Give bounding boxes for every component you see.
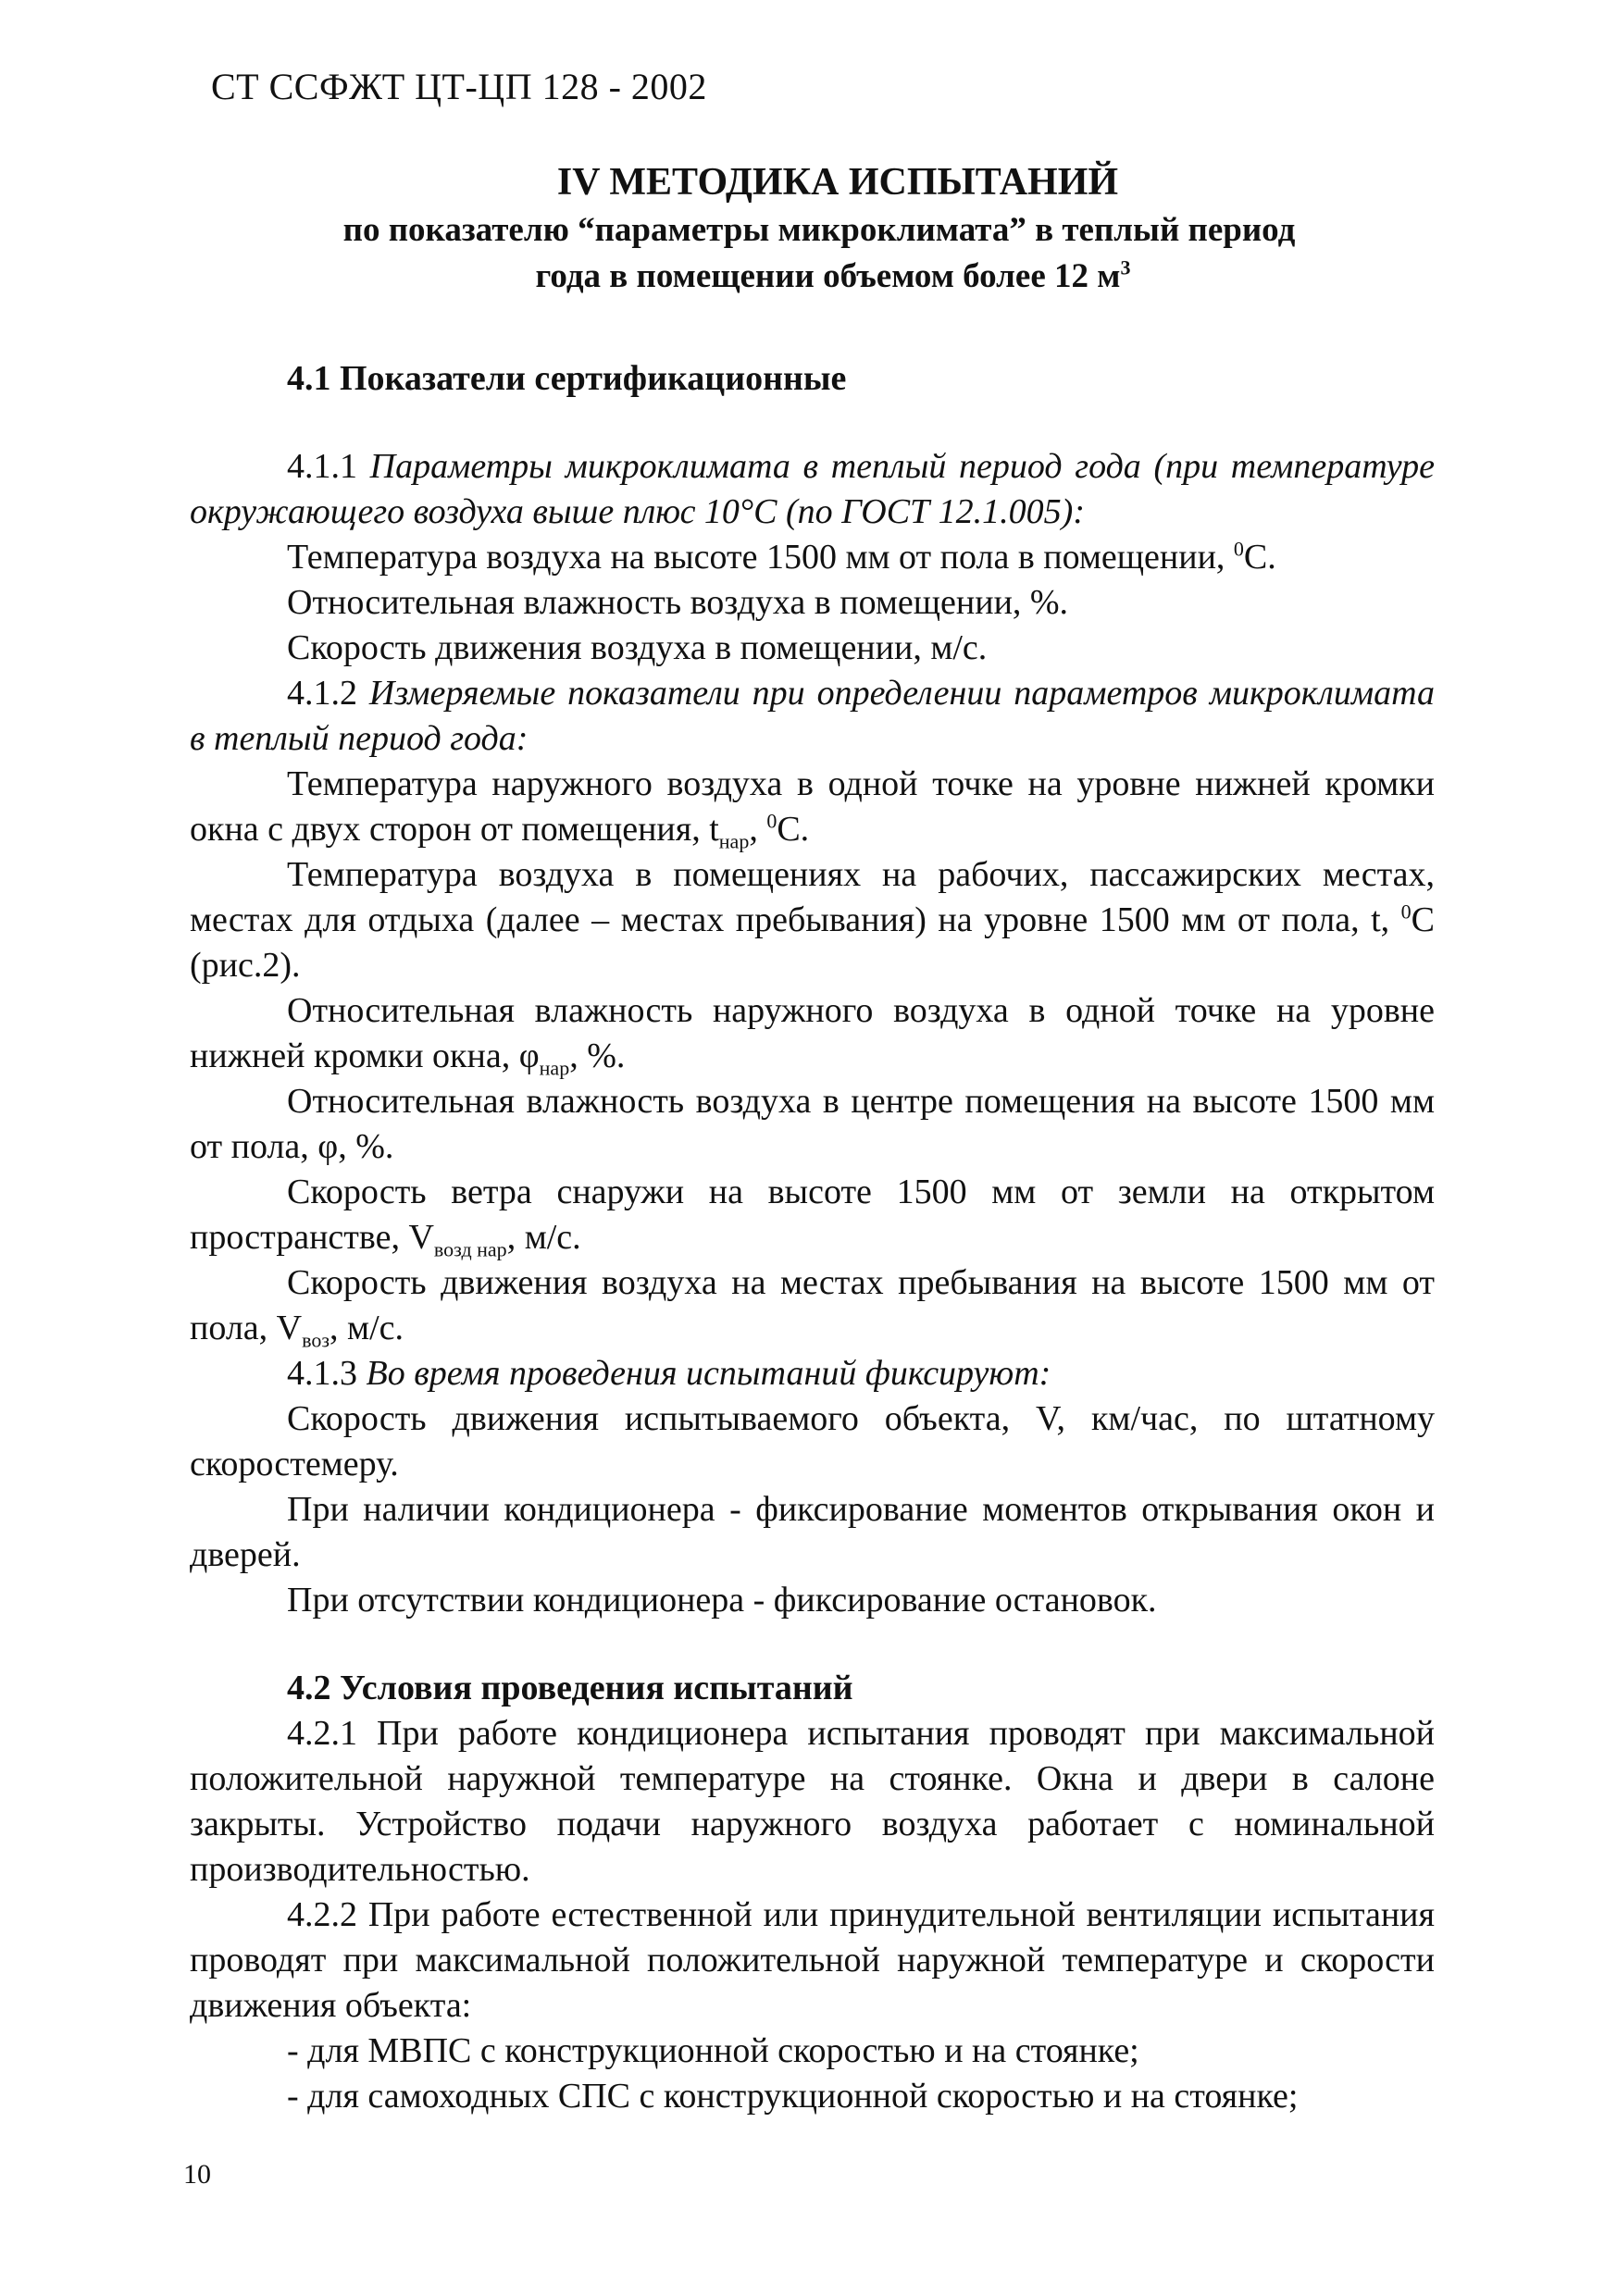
paragraph-4-2-2: 4.2.2 При работе естественной или принудительной вентиляции испытания проводят при максимальной положительной наружной температуре и скорости движения объекта:: [190, 1895, 1435, 2025]
section-subtitle-line2: года в помещении объемом более 12 $м^3$: [535, 255, 1131, 295]
measure-outdoor-temperature: Температура наружного воздуха в одной точке на уровне нижней кромки окна с двух сторон от помещения, $t_{нар}$, $^0$С.: [190, 764, 1435, 853]
record-object-speed: Скорость движения испытываемого объекта, V, км/час, по штатному скоростемеру.: [190, 1399, 1435, 1483]
record-without-conditioner: При отсутствии кондиционера - фиксирование остановок.: [287, 1581, 1157, 1620]
paragraph-4-1-3: 4.1.3 Во время проведения испытаний фиксируют:: [287, 1354, 1051, 1393]
list-item: - для МВПС с конструкционной скоростью и на стоянке;: [287, 2031, 1139, 2070]
list-item: - для самоходных СПС с конструкционной скоростью и на стоянке;: [287, 2077, 1299, 2116]
paragraph-4-1-1: 4.1.1 Параметры микроклимата в теплый период года (при температуре окружающего воздуха выше плюс 10°С (по ГОСТ 12.1.005):: [190, 447, 1435, 531]
page-number: 10: [183, 2159, 211, 2190]
heading-4-2: 4.2 Условия проведения испытаний: [287, 1669, 853, 1707]
measure-indoor-humidity: Относительная влажность воздуха в центре помещения на высоте 1500 мм от пола, φ, %.: [190, 1082, 1435, 1166]
measure-wind-speed: Скорость ветра снаружи на высоте 1500 мм от земли на открытом пространстве, $V_{возд нар}$, м/с.: [190, 1173, 1435, 1261]
measure-indoor-temperature: Температура воздуха в помещениях на рабочих, пассажирских местах, местах для отдыха (далее – местах пребывания) на уровне 1500 мм от пола, t, $^0$С (рис.2).: [190, 855, 1435, 985]
document-body: [190, 356, 1435, 2119]
document-id: СТ ССФЖТ ЦТ-ЦП 128 - 2002: [211, 66, 707, 107]
measure-outdoor-humidity: Относительная влажность наружного воздуха в одной точке на уровне нижней кромки окна, $\varphi_{нар}$, %.: [190, 991, 1435, 1080]
section-subtitle-line1: по показателю “параметры микроклимата” в теплый период: [342, 211, 1296, 249]
indicator-air-speed: Скорость движения воздуха в помещении, м/с.: [287, 628, 988, 667]
record-with-conditioner: При наличии кондиционера - фиксирование моментов открывания окон и дверей.: [190, 1490, 1435, 1574]
paragraph-4-1-2: 4.1.2 Измеряемые показатели при определении параметров микроклимата в теплый период года:: [190, 674, 1435, 758]
title-block: [185, 157, 1453, 300]
section-title: IV МЕТОДИКА ИСПЫТАНИЙ: [556, 161, 1119, 204]
paragraph-4-2-1: 4.2.1 При работе кондиционера испытания проводят при максимальной положительной наружной температуре на стоянке. Окна и двери в салоне закрыты. Устройство подачи наружного воздуха работает с номинальной производительностью.: [190, 1714, 1435, 1889]
heading-4-1: 4.1 Показатели сертификационные: [287, 359, 847, 398]
indicator-humidity: Относительная влажность воздуха в помещении, %.: [287, 583, 1069, 622]
measure-air-speed: Скорость движения воздуха на местах пребывания на высоте 1500 мм от пола, $V_{воз}$, м/с.: [190, 1263, 1435, 1352]
indicator-temperature: Температура воздуха на высоте 1500 мм от пола в помещении, $^0$С.: [287, 537, 1276, 577]
